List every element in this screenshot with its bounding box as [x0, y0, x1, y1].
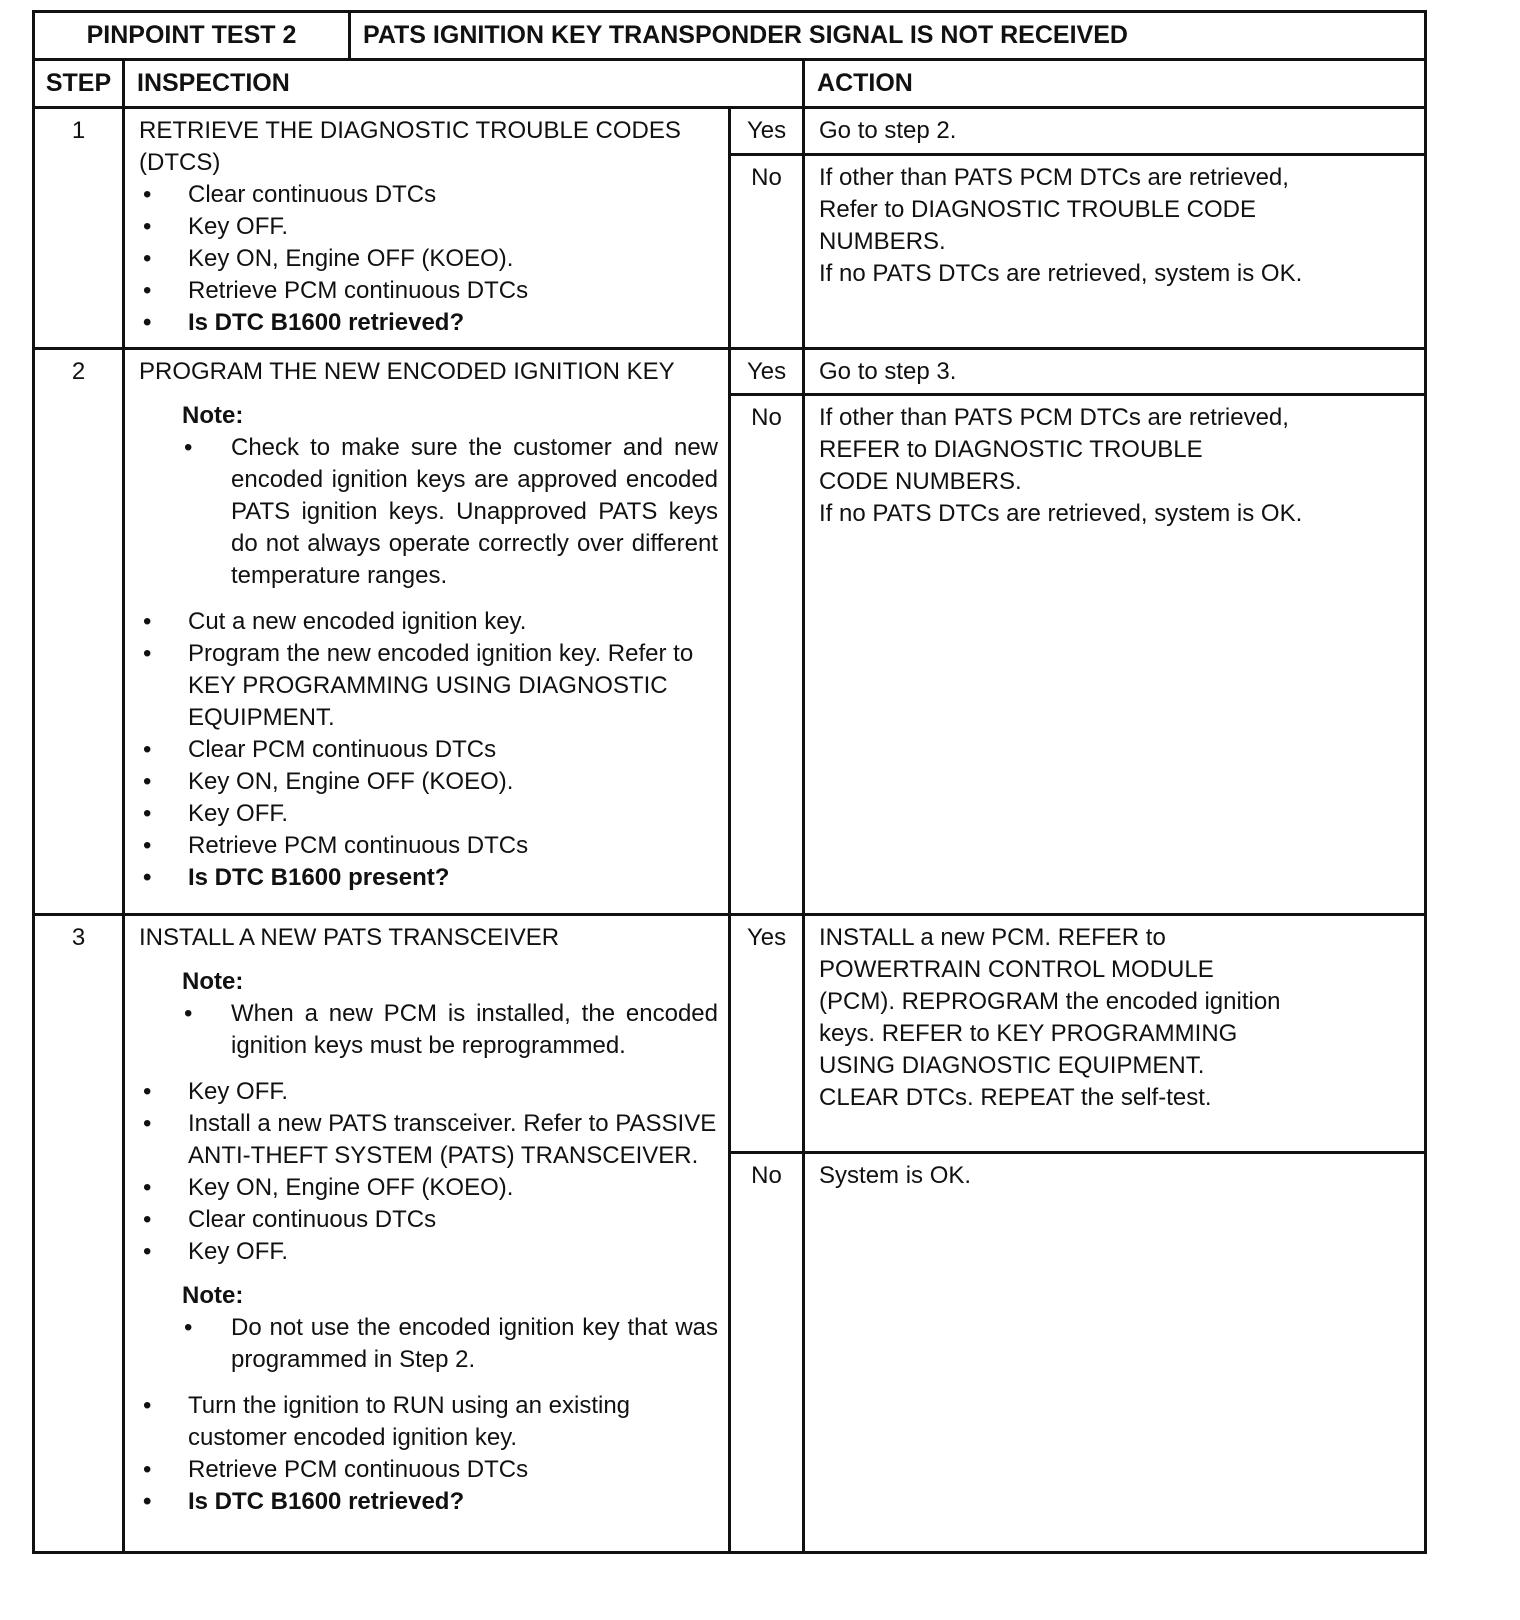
note-item: • Do not use the encoded ignition key that was programmed in Step 2. — [182, 1312, 718, 1376]
step-3-note-2 — [182, 1280, 718, 1376]
step-3-title: INSTALL A NEW PATS TRANSCEIVER — [139, 924, 560, 951]
list-item: • Key OFF. — [139, 1076, 718, 1108]
test-title: PATS IGNITION KEY TRANSPONDER SIGNAL IS NOT RECEIVED — [350, 12, 1426, 60]
action-line: If other than PATS PCM DTCs are retrieved, — [819, 404, 1289, 431]
step-2-no-label: No — [730, 395, 804, 915]
step-2-note — [182, 400, 718, 592]
list-item: • Retrieve PCM continuous DTCs — [139, 1454, 718, 1486]
list-item: • Program the new encoded ignition key. Refer to KEY PROGRAMMING USING DIAGNOSTIC EQUIPMENT. — [139, 638, 718, 734]
list-item: • Key ON, Engine OFF (KOEO). — [139, 1172, 718, 1204]
step-2-inspection — [124, 349, 730, 915]
step-3-inspection — [124, 915, 730, 1553]
list-item: • Cut a new encoded ignition key. — [139, 606, 718, 638]
step-2-number: 2 — [34, 349, 124, 915]
note-label: Note: — [182, 402, 244, 429]
step-1-yes-row — [34, 108, 1426, 155]
step-1-title: RETRIEVE THE DIAGNOSTIC TROUBLE CODES (DTCS) — [139, 117, 681, 176]
note-item: • Check to make sure the customer and new encoded ignition keys are approved encoded PATS ignition keys. Unapproved PATS keys do not always operate correctly over different temperature ranges. — [182, 432, 718, 592]
step-3-no-action: System is OK. — [804, 1153, 1426, 1553]
column-header-row — [34, 60, 1426, 108]
step-2-yes-action: Go to step 3. — [804, 349, 1426, 395]
pinpoint-test-table — [32, 10, 1427, 1554]
list-item: • Clear PCM continuous DTCs — [139, 734, 718, 766]
title-row — [34, 12, 1426, 60]
list-item-question: • Is DTC B1600 present? — [139, 862, 718, 894]
action-line: USING DIAGNOSTIC EQUIPMENT. — [819, 1052, 1205, 1079]
step-1-inspection — [124, 108, 730, 349]
note-list — [182, 998, 718, 1062]
step-1-yes-action: Go to step 2. — [804, 108, 1426, 155]
step-3-yes-row — [34, 915, 1426, 1153]
step-2-yes-label: Yes — [730, 349, 804, 395]
list-item: • Turn the ignition to RUN using an existing customer encoded ignition key. — [139, 1390, 718, 1454]
step-2-no-action — [804, 395, 1426, 915]
action-line: POWERTRAIN CONTROL MODULE — [819, 956, 1214, 983]
step-1-yes-label: Yes — [730, 108, 804, 155]
list-item: • Key OFF. — [139, 798, 718, 830]
list-item: • Clear continuous DTCs — [139, 1204, 718, 1236]
note-label: Note: — [182, 1282, 244, 1309]
step-1-no-label: No — [730, 155, 804, 349]
test-name: PINPOINT TEST 2 — [34, 12, 350, 60]
list-item: • Key ON, Engine OFF (KOEO). — [139, 243, 718, 275]
column-header-step: STEP — [34, 60, 124, 108]
action-line: NUMBERS. — [819, 228, 946, 256]
list-item: • Key ON, Engine OFF (KOEO). — [139, 766, 718, 798]
note-list — [182, 432, 718, 592]
action-line: CODE NUMBERS. — [819, 468, 1022, 495]
step-3-no-label: No — [730, 1153, 804, 1553]
list-item-question: • Is DTC B1600 retrieved? — [139, 307, 718, 339]
step-3-bullets-a — [139, 1076, 718, 1268]
column-header-inspection: INSPECTION — [124, 60, 804, 108]
list-item: • Key OFF. — [139, 1236, 718, 1268]
note-item: • When a new PCM is installed, the encoded ignition keys must be reprogrammed. — [182, 998, 718, 1062]
action-line: Refer to DIAGNOSTIC TROUBLE CODE — [819, 196, 1256, 224]
note-label: Note: — [182, 968, 244, 995]
action-line: (PCM). REPROGRAM the encoded ignition — [819, 988, 1281, 1015]
action-line: keys. REFER to KEY PROGRAMMING — [819, 1020, 1238, 1047]
note-list — [182, 1312, 718, 1376]
step-2-bullets — [139, 606, 718, 894]
list-item: • Retrieve PCM continuous DTCs — [139, 830, 718, 862]
step-3-note — [182, 966, 718, 1062]
action-line: If no PATS DTCs are retrieved, system is OK. — [819, 500, 1303, 527]
list-item: • Retrieve PCM continuous DTCs — [139, 275, 718, 307]
list-item: • Install a new PATS transceiver. Refer to PASSIVE ANTI-THEFT SYSTEM (PATS) TRANSCEIVER. — [139, 1108, 718, 1172]
action-line: REFER to DIAGNOSTIC TROUBLE — [819, 436, 1203, 463]
step-2-yes-row — [34, 349, 1426, 395]
step-1-bullets — [139, 179, 718, 339]
pinpoint-test-table-container — [32, 10, 1424, 1554]
list-item-question: • Is DTC B1600 retrieved? — [139, 1486, 718, 1518]
list-item: • Clear continuous DTCs — [139, 179, 718, 211]
action-line: INSTALL a new PCM. REFER to — [819, 924, 1166, 951]
list-item: • Key OFF. — [139, 211, 718, 243]
step-3-bullets-b — [139, 1390, 718, 1518]
step-3-yes-label: Yes — [730, 915, 804, 1153]
step-3-yes-action — [804, 915, 1426, 1153]
step-1-no-action — [804, 155, 1426, 349]
action-line: If no PATS DTCs are retrieved, system is OK. — [819, 260, 1303, 288]
column-header-action: ACTION — [804, 60, 1426, 108]
step-2-title: PROGRAM THE NEW ENCODED IGNITION KEY — [139, 358, 675, 385]
step-3-number: 3 — [34, 915, 124, 1553]
action-line: If other than PATS PCM DTCs are retrieved, — [819, 164, 1289, 192]
step-1-number: 1 — [34, 108, 124, 349]
action-line: CLEAR DTCs. REPEAT the self-test. — [819, 1084, 1212, 1111]
